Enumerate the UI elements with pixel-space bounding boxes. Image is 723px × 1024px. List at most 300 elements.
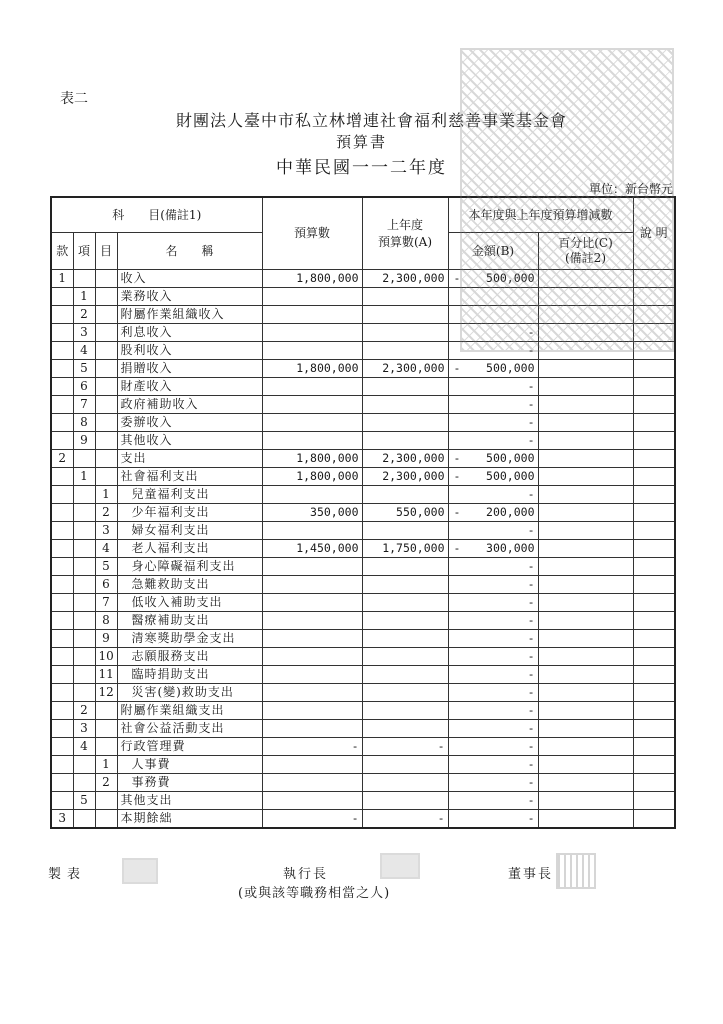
kuan-cell bbox=[51, 486, 73, 504]
budget-cell: 1,800,000 bbox=[262, 360, 362, 378]
table-row bbox=[51, 810, 675, 829]
kuan-cell bbox=[51, 360, 73, 378]
diff-amount-value: - bbox=[527, 415, 535, 429]
item-name-cell: 附屬作業組織支出 bbox=[117, 702, 262, 720]
table-row bbox=[51, 594, 675, 612]
item-name-cell: 政府補助收入 bbox=[117, 396, 262, 414]
mu-cell: 2 bbox=[95, 774, 117, 792]
mu-cell: 12 bbox=[95, 684, 117, 702]
percent-cell bbox=[538, 504, 633, 522]
kuan-cell: 3 bbox=[51, 810, 73, 829]
mu-cell: 5 bbox=[95, 558, 117, 576]
prev-budget-cell bbox=[362, 522, 448, 540]
mu-cell: 6 bbox=[95, 576, 117, 594]
xiang-cell: 1 bbox=[73, 288, 95, 306]
prev-budget-cell bbox=[362, 432, 448, 450]
diff-amount-value: - bbox=[527, 379, 535, 393]
diff-amount-cell bbox=[448, 396, 538, 414]
mu-cell bbox=[95, 792, 117, 810]
item-name-cell: 行政管理費 bbox=[117, 738, 262, 756]
remarks-cell bbox=[633, 792, 675, 810]
prev-budget-cell bbox=[362, 792, 448, 810]
prev-budget-cell bbox=[362, 594, 448, 612]
kuan-cell bbox=[51, 684, 73, 702]
remarks-cell bbox=[633, 378, 675, 396]
budget-cell bbox=[262, 558, 362, 576]
diff-amount-value: 500,000 bbox=[486, 451, 535, 465]
budget-cell bbox=[262, 306, 362, 324]
kuan-cell bbox=[51, 342, 73, 360]
diff-sign: - bbox=[453, 469, 461, 483]
subject-header: 科 目(備註1) bbox=[51, 197, 262, 233]
table-row bbox=[51, 450, 675, 468]
remarks-cell bbox=[633, 810, 675, 829]
item-name-cell: 身心障礙福利支出 bbox=[117, 558, 262, 576]
prev-budget-header bbox=[362, 197, 448, 270]
budget-cell bbox=[262, 594, 362, 612]
percent-cell bbox=[538, 756, 633, 774]
diff-amount-cell bbox=[448, 648, 538, 666]
diff-amount-value: - bbox=[527, 343, 535, 357]
prev-budget-cell: 2,300,000 bbox=[362, 450, 448, 468]
remarks-cell bbox=[633, 702, 675, 720]
kuan-cell bbox=[51, 756, 73, 774]
remarks-cell bbox=[633, 522, 675, 540]
diff-sign: - bbox=[453, 271, 461, 285]
mu-cell: 11 bbox=[95, 666, 117, 684]
remarks-cell bbox=[633, 360, 675, 378]
diff-amount-value: 200,000 bbox=[486, 505, 535, 519]
mu-header: 目 bbox=[95, 233, 117, 270]
mu-cell bbox=[95, 432, 117, 450]
item-name-cell: 災害(變)救助支出 bbox=[117, 684, 262, 702]
mu-cell: 2 bbox=[95, 504, 117, 522]
kuan-cell: 2 bbox=[51, 450, 73, 468]
diff-amount-cell bbox=[448, 612, 538, 630]
percent-cell bbox=[538, 576, 633, 594]
prev-budget-cell bbox=[362, 486, 448, 504]
fiscal-year-title: 中華民國一一二年度 bbox=[276, 158, 447, 178]
xiang-header: 項 bbox=[73, 233, 95, 270]
table-row bbox=[51, 702, 675, 720]
budget-cell bbox=[262, 612, 362, 630]
item-name-cell: 社會公益活動支出 bbox=[117, 720, 262, 738]
item-name-cell: 本期餘絀 bbox=[117, 810, 262, 829]
diff-amount-value: 500,000 bbox=[486, 271, 535, 285]
prev-budget-cell bbox=[362, 306, 448, 324]
table-row bbox=[51, 612, 675, 630]
xiang-cell bbox=[73, 522, 95, 540]
diff-amount-value: 500,000 bbox=[486, 469, 535, 483]
table-row bbox=[51, 486, 675, 504]
xiang-cell bbox=[73, 756, 95, 774]
budget-header: 預算數 bbox=[262, 197, 362, 270]
item-name-cell: 附屬作業組織收入 bbox=[117, 306, 262, 324]
table-row bbox=[51, 468, 675, 486]
budget-cell bbox=[262, 486, 362, 504]
mu-cell bbox=[95, 396, 117, 414]
prev-budget-cell: - bbox=[362, 738, 448, 756]
mu-cell bbox=[95, 324, 117, 342]
remarks-cell bbox=[633, 612, 675, 630]
mu-cell bbox=[95, 306, 117, 324]
prev-budget-cell bbox=[362, 612, 448, 630]
kuan-cell bbox=[51, 468, 73, 486]
remarks-cell bbox=[633, 486, 675, 504]
table-row bbox=[51, 792, 675, 810]
remarks-cell bbox=[633, 558, 675, 576]
kuan-cell bbox=[51, 738, 73, 756]
mu-cell: 3 bbox=[95, 522, 117, 540]
item-name-cell: 兒童福利支出 bbox=[117, 486, 262, 504]
budget-cell: - bbox=[262, 738, 362, 756]
xiang-cell bbox=[73, 270, 95, 288]
kuan-cell bbox=[51, 414, 73, 432]
remarks-cell bbox=[633, 414, 675, 432]
remarks-cell bbox=[633, 684, 675, 702]
xiang-cell bbox=[73, 540, 95, 558]
item-name-cell: 收入 bbox=[117, 270, 262, 288]
table-body bbox=[51, 270, 675, 829]
prev-budget-cell bbox=[362, 324, 448, 342]
item-name-cell: 財產收入 bbox=[117, 378, 262, 396]
kuan-cell bbox=[51, 522, 73, 540]
budget-cell: 1,450,000 bbox=[262, 540, 362, 558]
mu-cell bbox=[95, 468, 117, 486]
percent-cell bbox=[538, 684, 633, 702]
mu-cell bbox=[95, 702, 117, 720]
diff-amount-value: - bbox=[527, 577, 535, 591]
diff-sign: - bbox=[453, 541, 461, 555]
budget-cell bbox=[262, 324, 362, 342]
item-name-cell: 醫療補助支出 bbox=[117, 612, 262, 630]
prev-budget-cell: - bbox=[362, 810, 448, 829]
kuan-cell bbox=[51, 666, 73, 684]
mu-cell bbox=[95, 720, 117, 738]
kuan-cell bbox=[51, 504, 73, 522]
kuan-cell bbox=[51, 720, 73, 738]
kuan-cell bbox=[51, 558, 73, 576]
table-row bbox=[51, 540, 675, 558]
diff-amount-cell bbox=[448, 576, 538, 594]
table-row bbox=[51, 414, 675, 432]
prev-budget-cell: 2,300,000 bbox=[362, 270, 448, 288]
budget-cell: 1,800,000 bbox=[262, 270, 362, 288]
table-row bbox=[51, 558, 675, 576]
table-row bbox=[51, 630, 675, 648]
item-name-cell: 臨時捐助支出 bbox=[117, 666, 262, 684]
table-row bbox=[51, 504, 675, 522]
prev-budget-cell bbox=[362, 576, 448, 594]
xiang-cell bbox=[73, 774, 95, 792]
remarks-cell bbox=[633, 594, 675, 612]
budget-cell bbox=[262, 756, 362, 774]
remarks-cell bbox=[633, 468, 675, 486]
diff-amount-cell bbox=[448, 558, 538, 576]
diff-amount-cell bbox=[448, 450, 538, 468]
remarks-cell bbox=[633, 738, 675, 756]
xiang-cell bbox=[73, 450, 95, 468]
table-row bbox=[51, 648, 675, 666]
table-row bbox=[51, 756, 675, 774]
xiang-cell bbox=[73, 666, 95, 684]
budget-cell bbox=[262, 720, 362, 738]
xiang-cell: 3 bbox=[73, 720, 95, 738]
budget-cell bbox=[262, 774, 362, 792]
diff-amount-value: - bbox=[527, 793, 535, 807]
mu-cell bbox=[95, 810, 117, 829]
prev-budget-cell: 2,300,000 bbox=[362, 468, 448, 486]
mu-cell: 9 bbox=[95, 630, 117, 648]
xiang-cell: 1 bbox=[73, 468, 95, 486]
diff-amount-cell bbox=[448, 756, 538, 774]
xiang-cell bbox=[73, 630, 95, 648]
xiang-cell bbox=[73, 576, 95, 594]
diff-amount-cell bbox=[448, 774, 538, 792]
xiang-cell bbox=[73, 594, 95, 612]
percent-header-line2: (備註2) bbox=[565, 251, 606, 265]
item-name-cell: 社會福利支出 bbox=[117, 468, 262, 486]
diff-amount-value: - bbox=[527, 631, 535, 645]
table-row bbox=[51, 666, 675, 684]
percent-cell bbox=[538, 666, 633, 684]
budget-cell: 1,800,000 bbox=[262, 450, 362, 468]
diff-amount-cell bbox=[448, 468, 538, 486]
remarks-cell bbox=[633, 540, 675, 558]
mu-cell: 1 bbox=[95, 756, 117, 774]
preparer-seal bbox=[122, 858, 158, 884]
item-name-cell: 婦女福利支出 bbox=[117, 522, 262, 540]
diff-amount-cell bbox=[448, 414, 538, 432]
diff-amount-value: - bbox=[527, 595, 535, 609]
diff-sign: - bbox=[453, 361, 461, 375]
document-title: 預算書 bbox=[335, 133, 387, 151]
foundation-seal bbox=[460, 48, 674, 352]
prev-budget-cell bbox=[362, 414, 448, 432]
diff-amount-value: - bbox=[527, 487, 535, 501]
diff-amount-value: - bbox=[527, 613, 535, 627]
diff-amount-value: - bbox=[527, 685, 535, 699]
diff-amount-cell bbox=[448, 522, 538, 540]
xiang-cell bbox=[73, 810, 95, 829]
budget-cell bbox=[262, 702, 362, 720]
diff-amount-value: - bbox=[527, 397, 535, 411]
diff-amount-cell bbox=[448, 630, 538, 648]
item-name-cell: 志願服務支出 bbox=[117, 648, 262, 666]
diff-amount-value: 500,000 bbox=[486, 361, 535, 375]
prev-budget-cell bbox=[362, 378, 448, 396]
kuan-cell bbox=[51, 324, 73, 342]
diff-amount-value: - bbox=[527, 325, 535, 339]
budget-cell bbox=[262, 684, 362, 702]
budget-cell bbox=[262, 432, 362, 450]
kuan-cell bbox=[51, 378, 73, 396]
percent-header-line1: 百分比(C) bbox=[558, 236, 613, 250]
percent-cell bbox=[538, 414, 633, 432]
xiang-cell: 9 bbox=[73, 432, 95, 450]
percent-cell bbox=[538, 378, 633, 396]
currency-unit-label: 單位：新台幣元 bbox=[588, 182, 673, 196]
percent-cell bbox=[538, 630, 633, 648]
diff-sign: - bbox=[453, 505, 461, 519]
diff-amount-value: - bbox=[527, 721, 535, 735]
prev-budget-header-line2: 預算數(A) bbox=[377, 234, 433, 249]
mu-cell: 8 bbox=[95, 612, 117, 630]
diff-amount-value: - bbox=[527, 649, 535, 663]
kuan-cell bbox=[51, 288, 73, 306]
kuan-cell bbox=[51, 432, 73, 450]
organization-title: 財團法人臺中市私立林增連社會福利慈善事業基金會 bbox=[175, 111, 567, 130]
table-row bbox=[51, 576, 675, 594]
budget-cell bbox=[262, 378, 362, 396]
remarks-cell bbox=[633, 504, 675, 522]
remarks-cell bbox=[633, 666, 675, 684]
budget-cell bbox=[262, 288, 362, 306]
diff-amount-cell bbox=[448, 810, 538, 829]
percent-cell bbox=[538, 360, 633, 378]
xiang-cell: 8 bbox=[73, 414, 95, 432]
item-name-cell: 其他支出 bbox=[117, 792, 262, 810]
kuan-cell bbox=[51, 306, 73, 324]
budget-cell: 1,800,000 bbox=[262, 468, 362, 486]
budget-cell bbox=[262, 576, 362, 594]
chairman-seal bbox=[556, 853, 596, 889]
item-name-cell: 清寒獎助學金支出 bbox=[117, 630, 262, 648]
mu-cell bbox=[95, 450, 117, 468]
xiang-cell bbox=[73, 648, 95, 666]
percent-cell bbox=[538, 450, 633, 468]
xiang-cell: 5 bbox=[73, 792, 95, 810]
mu-cell: 7 bbox=[95, 594, 117, 612]
chairman-label: 董事長 bbox=[508, 867, 554, 882]
diff-amount-value: - bbox=[527, 811, 535, 825]
budget-cell bbox=[262, 414, 362, 432]
percent-cell bbox=[538, 702, 633, 720]
diff-amount-value: - bbox=[527, 523, 535, 537]
diff-amount-cell bbox=[448, 720, 538, 738]
remarks-cell bbox=[633, 756, 675, 774]
table-row bbox=[51, 720, 675, 738]
mu-cell bbox=[95, 360, 117, 378]
diff-amount-cell bbox=[448, 594, 538, 612]
percent-cell bbox=[538, 792, 633, 810]
mu-cell bbox=[95, 738, 117, 756]
xiang-cell: 2 bbox=[73, 306, 95, 324]
budget-cell bbox=[262, 666, 362, 684]
budget-cell: - bbox=[262, 810, 362, 829]
diff-amount-value: - bbox=[527, 739, 535, 753]
executive-seal bbox=[380, 853, 420, 879]
prev-budget-cell bbox=[362, 558, 448, 576]
xiang-cell bbox=[73, 684, 95, 702]
remarks-cell bbox=[633, 576, 675, 594]
diff-amount-value: 300,000 bbox=[486, 541, 535, 555]
percent-cell bbox=[538, 648, 633, 666]
executive-note: (或與該等職務相當之人) bbox=[238, 886, 391, 901]
mu-cell: 10 bbox=[95, 648, 117, 666]
kuan-cell bbox=[51, 594, 73, 612]
xiang-cell: 4 bbox=[73, 738, 95, 756]
percent-cell bbox=[538, 612, 633, 630]
diff-amount-cell bbox=[448, 666, 538, 684]
diff-amount-value: - bbox=[527, 559, 535, 573]
kuan-cell: 1 bbox=[51, 270, 73, 288]
kuan-header: 款 bbox=[51, 233, 73, 270]
diff-amount-cell bbox=[448, 684, 538, 702]
percent-cell bbox=[538, 594, 633, 612]
item-name-cell: 人事費 bbox=[117, 756, 262, 774]
executive-label: 執行長 bbox=[283, 867, 329, 882]
name-header: 名 稱 bbox=[117, 233, 262, 270]
prev-budget-cell: 550,000 bbox=[362, 504, 448, 522]
prev-budget-cell bbox=[362, 756, 448, 774]
prev-budget-cell bbox=[362, 648, 448, 666]
percent-cell bbox=[538, 738, 633, 756]
xiang-cell: 5 bbox=[73, 360, 95, 378]
diff-amount-cell bbox=[448, 486, 538, 504]
prev-budget-cell bbox=[362, 630, 448, 648]
budget-cell bbox=[262, 522, 362, 540]
xiang-cell: 2 bbox=[73, 702, 95, 720]
mu-cell bbox=[95, 288, 117, 306]
diff-amount-cell bbox=[448, 702, 538, 720]
remarks-cell bbox=[633, 720, 675, 738]
kuan-cell bbox=[51, 648, 73, 666]
item-name-cell: 事務費 bbox=[117, 774, 262, 792]
prev-budget-cell bbox=[362, 666, 448, 684]
remarks-cell bbox=[633, 774, 675, 792]
table-label: 表二 bbox=[60, 91, 88, 107]
remarks-cell bbox=[633, 396, 675, 414]
prev-budget-cell: 2,300,000 bbox=[362, 360, 448, 378]
prev-budget-cell bbox=[362, 720, 448, 738]
budget-cell bbox=[262, 792, 362, 810]
kuan-cell bbox=[51, 540, 73, 558]
diff-amount-cell bbox=[448, 360, 538, 378]
item-name-cell: 支出 bbox=[117, 450, 262, 468]
diff-amount-cell bbox=[448, 504, 538, 522]
mu-cell: 4 bbox=[95, 540, 117, 558]
budget-cell bbox=[262, 648, 362, 666]
item-name-cell: 捐贈收入 bbox=[117, 360, 262, 378]
xiang-cell bbox=[73, 558, 95, 576]
item-name-cell: 其他收入 bbox=[117, 432, 262, 450]
table-row bbox=[51, 684, 675, 702]
xiang-cell bbox=[73, 486, 95, 504]
percent-cell bbox=[538, 558, 633, 576]
prev-budget-cell bbox=[362, 774, 448, 792]
table-row bbox=[51, 396, 675, 414]
item-name-cell: 老人福利支出 bbox=[117, 540, 262, 558]
kuan-cell bbox=[51, 702, 73, 720]
percent-cell bbox=[538, 396, 633, 414]
table-row bbox=[51, 432, 675, 450]
table-row bbox=[51, 378, 675, 396]
mu-cell bbox=[95, 378, 117, 396]
diff-amount-value: - bbox=[527, 667, 535, 681]
mu-cell bbox=[95, 414, 117, 432]
percent-cell bbox=[538, 486, 633, 504]
xiang-cell: 3 bbox=[73, 324, 95, 342]
percent-cell bbox=[538, 468, 633, 486]
kuan-cell bbox=[51, 792, 73, 810]
budget-cell: 350,000 bbox=[262, 504, 362, 522]
diff-group-header: 本年度與上年度預算增減數 bbox=[448, 197, 633, 233]
item-name-cell: 急難救助支出 bbox=[117, 576, 262, 594]
mu-cell: 1 bbox=[95, 486, 117, 504]
table-row bbox=[51, 738, 675, 756]
percent-cell bbox=[538, 774, 633, 792]
